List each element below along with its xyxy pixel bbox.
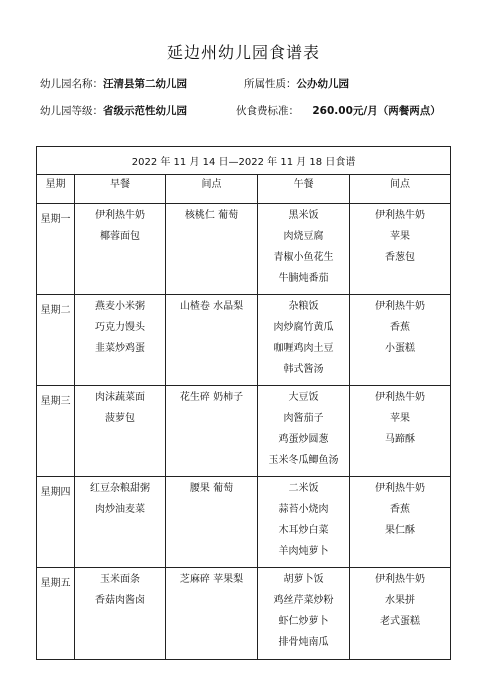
kindergarten-grade-label: 幼儿园等级： <box>40 105 103 117</box>
menu-item: 杂粮饭 <box>288 301 319 312</box>
menu-item: 虾仁炒萝卜 <box>278 616 329 627</box>
lunch-cell <box>258 386 350 477</box>
menu-item: 香葱包 <box>385 252 416 263</box>
menu-item: 老式蛋糕 <box>380 616 421 627</box>
header-row <box>37 175 451 204</box>
weekday-cell: 星期五 <box>37 568 75 660</box>
menu-item: 山楂卷 水晶梨 <box>179 301 244 312</box>
menu-item: 伊利热牛奶 <box>375 392 426 403</box>
morning-snack-cell <box>166 477 258 568</box>
morning-snack-cell <box>166 204 258 295</box>
menu-item: 肉炒腐竹黄瓜 <box>273 322 334 333</box>
header-afternoon-snack: 间点 <box>350 175 451 204</box>
menu-item: 伊利热牛奶 <box>375 483 426 494</box>
menu-item: 椰蓉面包 <box>100 231 140 242</box>
menu-item: 韩式酱汤 <box>283 364 324 375</box>
menu-item: 小蛋糕 <box>385 343 416 354</box>
menu-item: 菠萝包 <box>105 413 135 424</box>
table-row <box>37 295 451 386</box>
table-row <box>37 204 451 295</box>
menu-item: 鸡丝芹菜炒粉 <box>273 595 334 606</box>
menu-item: 木耳炒白菜 <box>278 525 329 536</box>
menu-item: 香菇肉酱卤 <box>95 595 145 606</box>
menu-item: 蒜苔小烧肉 <box>278 504 329 515</box>
weekday-cell: 星期一 <box>37 204 75 295</box>
date-range: 2022 年 11 月 14 日—2022 年 11 月 18 日食谱 <box>37 147 451 175</box>
lunch-cell <box>258 204 350 295</box>
weekday-cell: 星期二 <box>37 295 75 386</box>
breakfast-cell <box>75 204 166 295</box>
meal-fee-value: 260.00元/月（两餐两点） <box>312 105 441 117</box>
kindergarten-nature <box>244 76 349 91</box>
menu-item: 芝麻碎 苹果梨 <box>179 574 244 585</box>
menu-item: 红豆杂粮甜粥 <box>90 483 150 494</box>
header-breakfast: 早餐 <box>75 175 166 204</box>
afternoon-snack-cell <box>350 295 451 386</box>
breakfast-cell <box>75 568 166 660</box>
menu-item: 肉烧豆腐 <box>283 231 324 242</box>
morning-snack-cell <box>166 568 258 660</box>
menu-item: 花生碎 奶柿子 <box>179 392 244 403</box>
lunch-cell <box>258 568 350 660</box>
menu-item: 苹果 <box>390 231 411 242</box>
menu-item: 伊利热牛奶 <box>375 301 426 312</box>
menu-item: 马蹄酥 <box>385 434 416 445</box>
kindergarten-nature-label: 所属性质： <box>244 78 297 90</box>
table-row <box>37 568 451 660</box>
kindergarten-grade-value: 省级示范性幼儿园 <box>103 105 187 117</box>
menu-item: 肉沫蔬菜面 <box>95 392 145 403</box>
afternoon-snack-cell <box>350 386 451 477</box>
menu-item: 肉酱茄子 <box>283 413 324 424</box>
morning-snack-cell <box>166 295 258 386</box>
table-row <box>37 477 451 568</box>
morning-snack-cell <box>166 386 258 477</box>
meal-fee-label: 伙食费标准： <box>236 105 299 117</box>
menu-item: 咖喱鸡肉土豆 <box>273 343 334 354</box>
menu-item: 肉炒油麦菜 <box>95 504 145 515</box>
menu-item: 伊利热牛奶 <box>95 210 145 221</box>
menu-item: 燕麦小米粥 <box>95 301 145 312</box>
afternoon-snack-cell <box>350 477 451 568</box>
menu-item: 香蕉 <box>390 504 411 515</box>
menu-item: 胡萝卜饭 <box>283 574 324 585</box>
weekday-cell: 星期四 <box>37 477 75 568</box>
header-weekday: 星期 <box>37 175 75 204</box>
menu-item: 韭菜炒鸡蛋 <box>95 343 145 354</box>
menu-item: 伊利热牛奶 <box>375 574 426 585</box>
kindergarten-nature-value: 公办幼儿园 <box>296 78 349 90</box>
kindergarten-name-label: 幼儿园名称： <box>40 78 103 90</box>
menu-item: 巧克力馒头 <box>95 322 145 333</box>
lunch-cell <box>258 477 350 568</box>
meal-fee <box>236 103 441 118</box>
header-lunch: 午餐 <box>258 175 350 204</box>
menu-item: 青椒小鱼花生 <box>273 252 334 263</box>
kindergarten-name-value: 汪清县第二幼儿园 <box>103 78 187 90</box>
menu-item: 腰果 葡萄 <box>189 483 234 494</box>
menu-table <box>36 146 451 660</box>
menu-item: 鸡蛋炒圆葱 <box>278 434 329 445</box>
menu-item: 玉米面条 <box>100 574 140 585</box>
menu-item: 大豆饭 <box>288 392 319 403</box>
menu-item: 玉米冬瓜鲫鱼汤 <box>268 455 339 466</box>
breakfast-cell <box>75 386 166 477</box>
afternoon-snack-cell <box>350 568 451 660</box>
kindergarten-grade <box>40 103 187 118</box>
page-title: 延边州幼儿园食谱表 <box>166 43 320 62</box>
menu-item: 羊肉炖萝卜 <box>278 546 329 557</box>
menu-item: 伊利热牛奶 <box>375 210 426 221</box>
menu-item: 黑米饭 <box>288 210 319 221</box>
header-morning-snack: 间点 <box>166 175 258 204</box>
afternoon-snack-cell <box>350 204 451 295</box>
breakfast-cell <box>75 477 166 568</box>
menu-item: 水果拼 <box>385 595 416 606</box>
menu-item: 排骨炖南瓜 <box>278 637 329 648</box>
lunch-cell <box>258 295 350 386</box>
menu-item: 果仁酥 <box>385 525 416 536</box>
menu-item: 核桃仁 葡萄 <box>184 210 239 221</box>
menu-item: 苹果 <box>390 413 411 424</box>
weekday-cell: 星期三 <box>37 386 75 477</box>
menu-item: 牛腩炖番茄 <box>278 273 329 284</box>
breakfast-cell <box>75 295 166 386</box>
menu-item: 香蕉 <box>390 322 411 333</box>
kindergarten-name <box>40 76 187 91</box>
table-row <box>37 386 451 477</box>
menu-item: 二米饭 <box>288 483 319 494</box>
